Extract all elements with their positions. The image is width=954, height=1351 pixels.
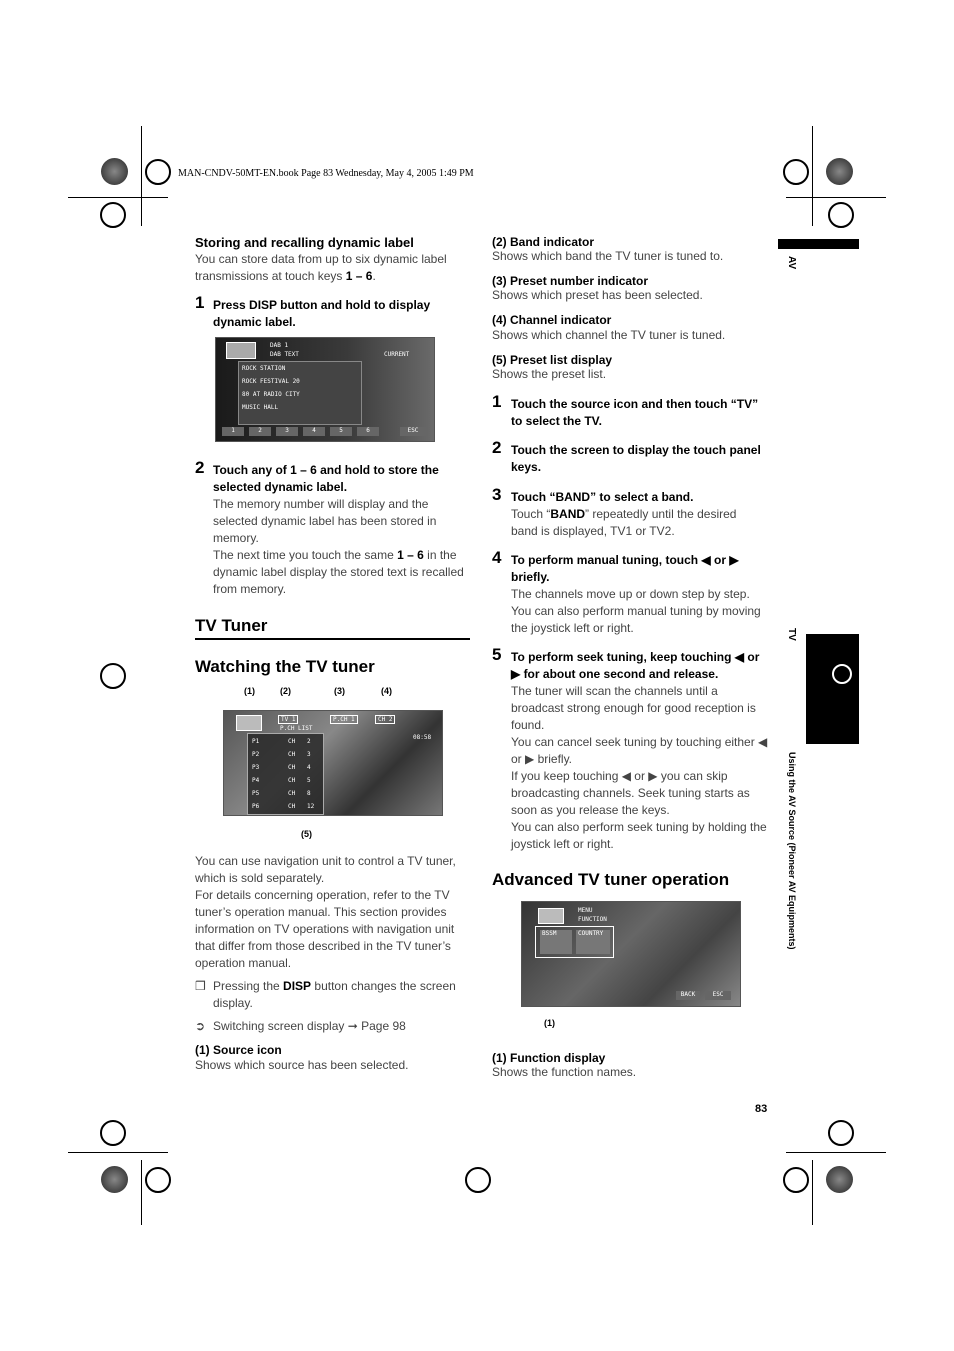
- storing-text-line1: You can store data from up to six dynamic label: [195, 252, 447, 266]
- color-target-mark: [826, 158, 853, 185]
- dab-esc-button[interactable]: ESC: [400, 427, 426, 436]
- r-step4-body: The channels move up or down step by step. You can also perform manual tuning by moving the joystick left or right.: [511, 587, 761, 635]
- note-disp: DISP: [283, 979, 312, 993]
- step2-body-para2: [213, 547, 471, 598]
- color-target-mark: [101, 1166, 128, 1193]
- page-number: 83: [755, 1103, 768, 1115]
- preset-ch: CH: [288, 777, 296, 784]
- tv-channel-indicator: CH 2: [375, 715, 395, 724]
- registration-mark: [828, 1120, 854, 1146]
- crop-line: [786, 1152, 886, 1153]
- dab-key-4[interactable]: 4: [303, 427, 325, 436]
- preset-num: P2: [252, 751, 260, 758]
- function-display-title: (1) Function display: [492, 1051, 606, 1065]
- step2-keys: 1 – 6: [397, 548, 424, 562]
- section-rule: [195, 638, 470, 640]
- step1-text: Press DISP button and hold to display dynamic label.: [213, 298, 431, 329]
- r-step3-text: Touch “BAND” to select a band.: [511, 490, 694, 504]
- storing-title: Storing and recalling dynamic label: [195, 235, 414, 250]
- r-step4-number: 4: [492, 548, 502, 567]
- registration-mark: [783, 159, 809, 185]
- note-bullet: ❒: [195, 979, 206, 993]
- preset-ch-num: 3: [307, 751, 311, 758]
- tv-intro-para1: You can use navigation unit to control a TV tuner, which is sold separately.: [195, 854, 456, 885]
- r-step5-body-2: You can cancel seek tuning by touching either ◀ or ▶ briefly.: [511, 735, 768, 766]
- section-label: Using the AV Source (Pioneer AV Equipments): [787, 752, 797, 950]
- source-icon-title: (1) Source icon: [195, 1043, 282, 1057]
- storing-text: [195, 251, 475, 285]
- dab-key-3[interactable]: 3: [276, 427, 298, 436]
- menu-esc-button[interactable]: ESC: [705, 991, 731, 1000]
- function-display-text: Shows the function names.: [492, 1065, 637, 1079]
- step2-body: [213, 496, 471, 598]
- step2-number: 2: [195, 458, 205, 477]
- tv-list-title: P.CH LIST: [280, 725, 313, 732]
- registration-mark: [100, 1120, 126, 1146]
- step2-body-para1: The memory number will display and the selected dynamic label has been stored in memory.: [213, 497, 437, 545]
- storing-text-end: .: [372, 269, 376, 283]
- preset-list-title: (5) Preset list display: [492, 353, 613, 367]
- registration-mark: [100, 202, 126, 228]
- advanced-title: Advanced TV tuner operation: [492, 870, 730, 889]
- registration-mark: [828, 202, 854, 228]
- registration-mark: [145, 1167, 171, 1193]
- preset-ch-num: 2: [307, 738, 311, 745]
- registration-mark: [465, 1167, 491, 1193]
- dab-source-icon: [226, 342, 256, 359]
- crop-line: [141, 1160, 142, 1225]
- preset-ch: CH: [288, 764, 296, 771]
- color-target-mark: [826, 1166, 853, 1193]
- back-button[interactable]: BACK: [676, 991, 700, 1000]
- function-menu-screen: [521, 901, 741, 1007]
- preset-ch: CH: [288, 751, 296, 758]
- source-icon-text: Shows which source has been selected.: [195, 1058, 409, 1072]
- tv-tuner-title: TV Tuner: [195, 616, 268, 635]
- preset-ch: CH: [288, 803, 296, 810]
- crop-line: [786, 197, 886, 198]
- dab-list: [238, 361, 362, 425]
- preset-row[interactable]: [252, 790, 318, 797]
- channel-ind-text: Shows which channel the TV tuner is tuned.: [492, 328, 726, 342]
- dab-label-screen: [215, 337, 435, 442]
- r-step3-number: 3: [492, 485, 502, 504]
- storing-text-line2: transmissions at touch keys: [195, 269, 346, 283]
- chapter-tab: [806, 634, 859, 744]
- dab-item[interactable]: MUSIC HALL: [242, 404, 279, 411]
- r-step1-number: 1: [492, 392, 502, 411]
- r-step5-body: [511, 683, 769, 853]
- preset-num: P4: [252, 777, 260, 784]
- preset-ch-num: 8: [307, 790, 311, 797]
- r-step3-body-b: ” repeatedly until the desired band is displayed, TV1 or TV2.: [511, 507, 737, 538]
- function-label: FUNCTION: [578, 916, 607, 923]
- note-text-a: Pressing the: [213, 979, 284, 993]
- preset-num: P5: [252, 790, 260, 797]
- r-step3-body-a: Touch “: [511, 507, 551, 521]
- ref-text: Switching screen display ➞ Page 98: [213, 1019, 406, 1033]
- preset-num: P3: [252, 764, 260, 771]
- registration-mark: [783, 1167, 809, 1193]
- crop-line: [141, 126, 142, 226]
- dab-current: CURRENT: [384, 351, 410, 358]
- callout-1: (1): [244, 686, 255, 696]
- r-step5-body-3: If you keep touching ◀ or ▶ you can skip broadcasting channels. Seek tuning starts as soon as you release the keys.: [511, 769, 750, 817]
- step1-number: 1: [195, 293, 205, 312]
- tv-band-indicator: TV 1: [278, 715, 298, 724]
- preset-row[interactable]: [252, 738, 318, 745]
- tv-tab-label: TV: [786, 628, 797, 641]
- step2-body-para2-a: The next time you touch the same: [213, 548, 398, 562]
- channel-ind-title: (4) Channel indicator: [492, 313, 612, 327]
- crop-line: [68, 1152, 168, 1153]
- callout-5: (5): [301, 829, 312, 839]
- dab-item[interactable]: ROCK STATION: [242, 365, 286, 372]
- crop-line: [812, 1160, 813, 1225]
- preset-row[interactable]: [252, 751, 318, 758]
- country-button[interactable]: COUNTRY: [576, 930, 610, 954]
- preset-ind-text: Shows which preset has been selected.: [492, 288, 703, 302]
- tv-preset-list: [247, 733, 324, 815]
- dab-key-6[interactable]: 6: [357, 427, 379, 436]
- file-info-header: MAN-CNDV-50MT-EN.book Page 83 Wednesday, May 4, 2005 1:49 PM: [178, 168, 474, 179]
- watching-title: Watching the TV tuner: [195, 657, 375, 676]
- callout-2: (2): [280, 686, 291, 696]
- note-text: [213, 978, 471, 1012]
- preset-ch-num: 4: [307, 764, 311, 771]
- preset-row[interactable]: [252, 777, 318, 784]
- chapter-tab-mark: [832, 664, 852, 684]
- r-step5-body-4: You can also perform seek tuning by holding the joystick left or right.: [511, 820, 767, 851]
- r-step4-text: To perform manual tuning, touch ◀ or ▶ briefly.: [511, 553, 739, 584]
- preset-row[interactable]: [252, 764, 318, 771]
- r-step3-band: BAND: [550, 507, 586, 521]
- r-step1-text: Touch the source icon and then touch “TV” to select the TV.: [511, 397, 759, 428]
- r-step5-body-1: The tuner will scan the channels until a broadcast strong enough for good reception is found.: [511, 684, 756, 732]
- dab-key-1[interactable]: 1: [222, 427, 244, 436]
- r-step2-text: Touch the screen to display the touch panel keys.: [511, 443, 761, 474]
- preset-ch-num: 5: [307, 777, 311, 784]
- crop-line: [812, 126, 813, 226]
- dab-item[interactable]: ROCK FESTIVAL 20: [242, 378, 300, 385]
- color-target-mark: [101, 158, 128, 185]
- preset-ch-num: 12: [307, 803, 315, 810]
- tv-source-icon[interactable]: [236, 715, 262, 731]
- tv-preset-indicator: P.CH 1: [330, 715, 358, 724]
- tv-intro-para2: For details concerning operation, refer to the TV tuner’s operation manual. This section provides information on TV operations with navigation unit that differ from those described in the TV tuner’s operation manual.: [195, 888, 455, 970]
- adv-callout: (1): [544, 1018, 555, 1028]
- r-step5-number: 5: [492, 645, 502, 664]
- r-step5-text: To perform seek tuning, keep touching ◀ or ▶ for about one second and release.: [511, 650, 760, 681]
- preset-num: P1: [252, 738, 260, 745]
- preset-ind-title: (3) Preset number indicator: [492, 274, 649, 288]
- dab-key-row: [222, 427, 427, 437]
- function-display: [535, 926, 614, 958]
- preset-row[interactable]: [252, 803, 318, 810]
- step2-text: Touch any of 1 – 6 and hold to store the selected dynamic label.: [213, 463, 439, 494]
- menu-label: MENU: [578, 907, 593, 914]
- crop-line: [68, 197, 168, 198]
- callout-3: (3): [334, 686, 345, 696]
- r-step3-body: [511, 506, 761, 540]
- preset-ch: CH: [288, 790, 296, 797]
- dab-key-2[interactable]: 2: [249, 427, 271, 436]
- bssm-button[interactable]: BSSM: [540, 930, 572, 954]
- preset-ch: CH: [288, 738, 296, 745]
- step2-body-para2-b: in the dynamic label display the stored text is recalled from memory.: [213, 548, 464, 596]
- storing-keys: 1 – 6: [345, 269, 373, 283]
- tv-intro: [195, 853, 473, 972]
- registration-mark: [145, 159, 171, 185]
- tv-screen: [223, 710, 443, 816]
- dab-text-label: DAB TEXT: [270, 351, 299, 358]
- r-step2-number: 2: [492, 438, 502, 457]
- dab-band: DAB 1: [270, 342, 289, 349]
- registration-mark: [100, 663, 126, 689]
- dab-item[interactable]: 80 AT RADIO CITY: [242, 391, 300, 398]
- chapter-label: Chapter 7: [788, 660, 805, 730]
- band-ind-title: (2) Band indicator: [492, 235, 595, 249]
- tv-time: 08:58: [413, 734, 432, 741]
- callout-4: (4): [381, 686, 392, 696]
- dab-key-5[interactable]: 5: [330, 427, 352, 436]
- av-tab-label: AV: [786, 256, 797, 270]
- ref-arrow: ➲: [195, 1019, 206, 1033]
- note-text-b: button changes the screen display.: [213, 979, 456, 1010]
- av-tab-bar: [778, 239, 859, 249]
- band-ind-text: Shows which band the TV tuner is tuned to.: [492, 249, 724, 263]
- preset-list-text: Shows the preset list.: [492, 367, 607, 381]
- menu-source-icon[interactable]: [538, 908, 564, 924]
- preset-num: P6: [252, 803, 260, 810]
